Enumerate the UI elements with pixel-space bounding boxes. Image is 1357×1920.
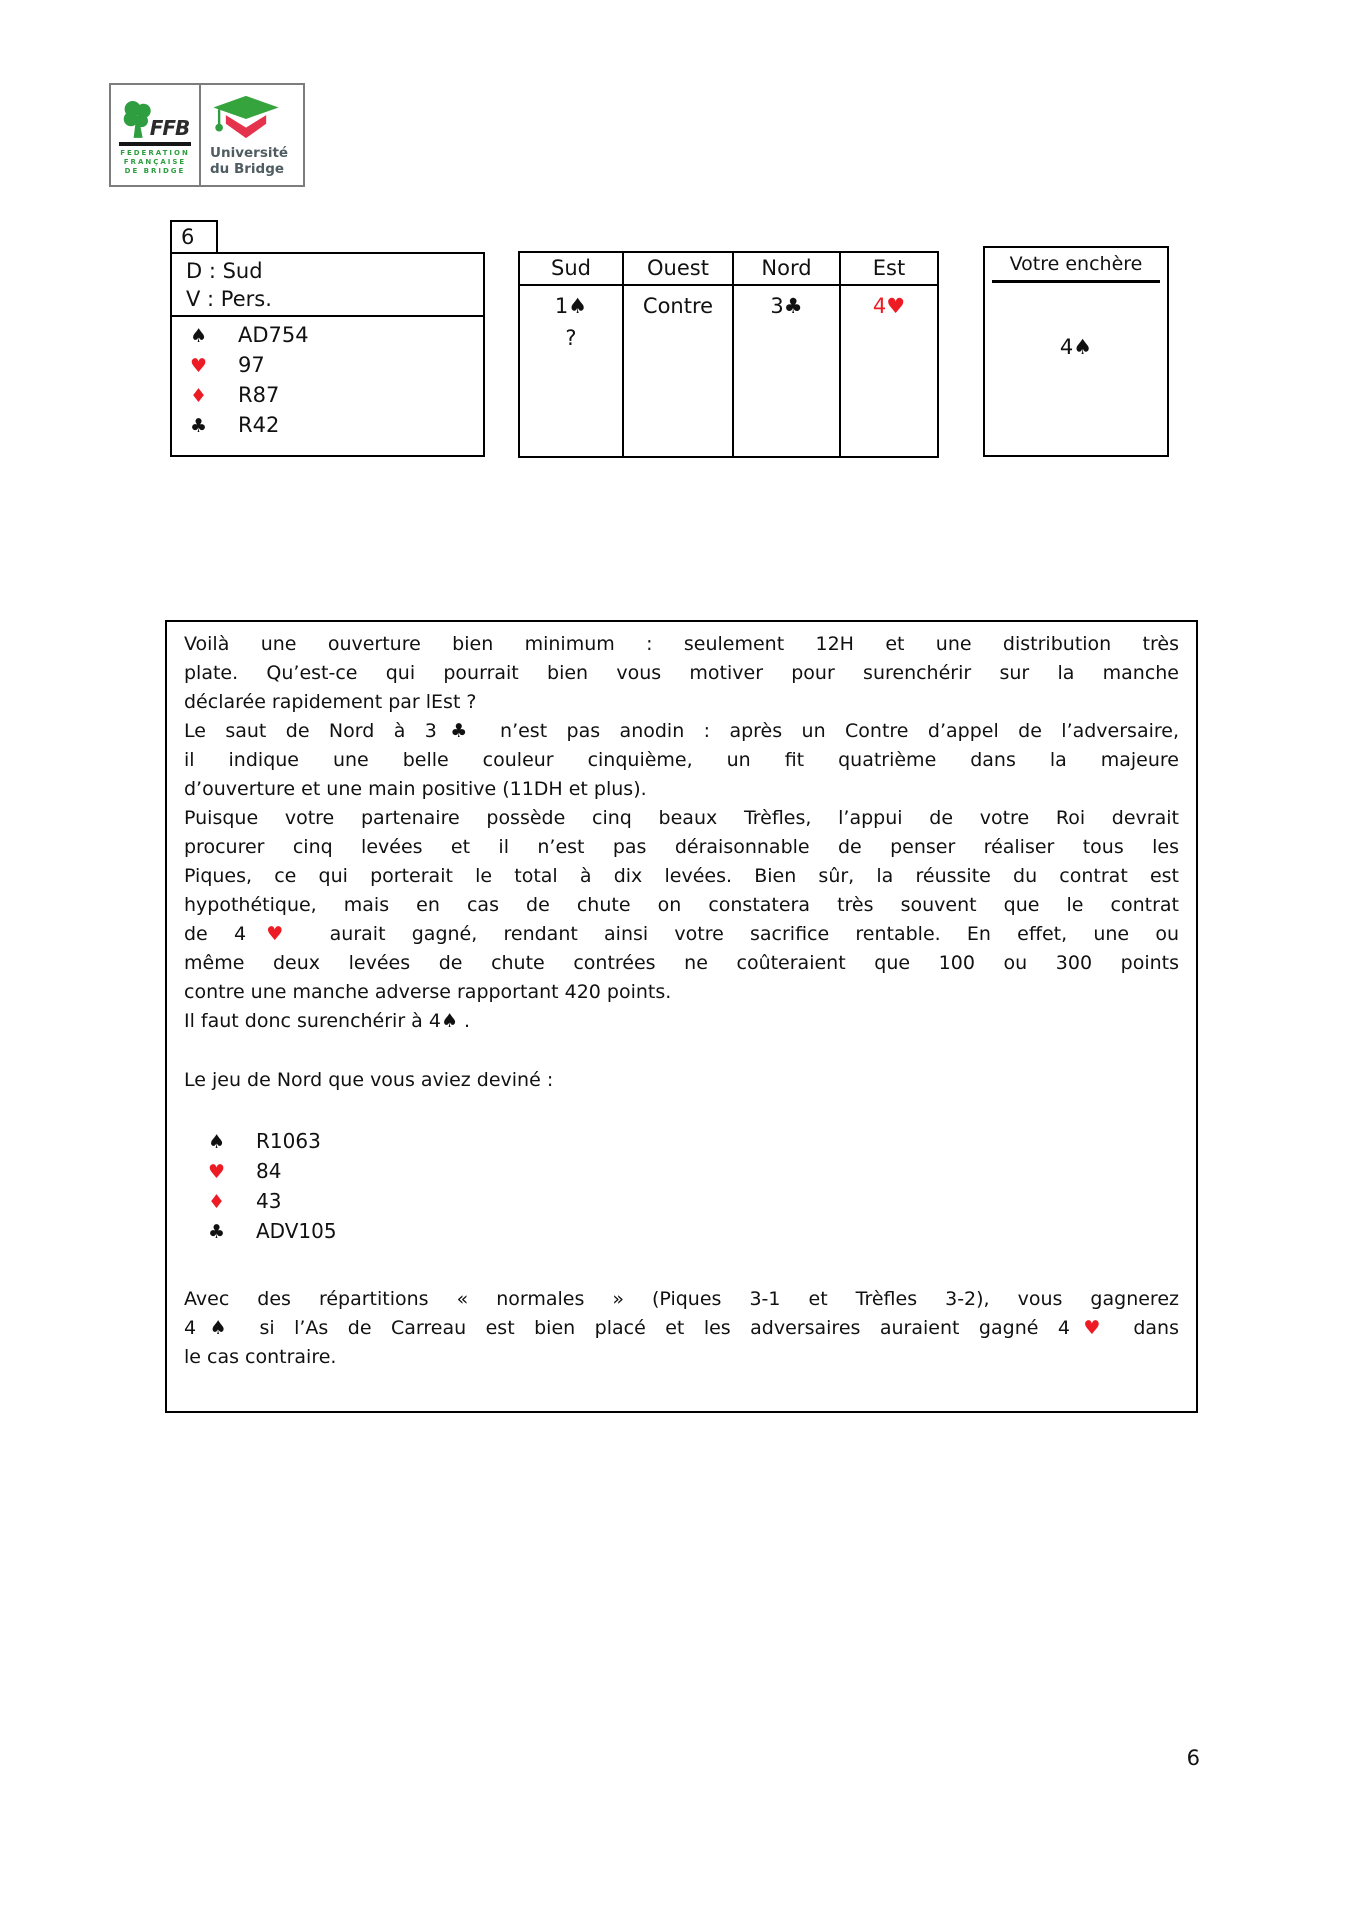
bidding-table <box>518 251 939 458</box>
text-line: le cas contraire. <box>184 1346 337 1368</box>
your-bid-title: Votre enchère <box>992 253 1160 283</box>
hand-row <box>190 381 483 411</box>
hand-row <box>190 321 483 351</box>
deal-number: 6 <box>181 225 195 249</box>
text-line: d’ouverture et une main positive (11DH et plus). <box>184 778 647 800</box>
vulnerability-label: V : Pers. <box>186 287 272 311</box>
spade-icon: ♠ <box>1073 335 1093 359</box>
paragraph <box>184 717 1179 804</box>
ffb-acronym: FFB <box>149 116 190 140</box>
hand-cards: 97 <box>238 353 265 377</box>
bid: 4♥ <box>872 294 906 318</box>
paragraph <box>184 804 1179 1007</box>
text-line: 4♠ si l’As de Carreau est bien placé et les adversaires auraient gagné 4♥ dans <box>184 1317 1179 1339</box>
club-icon: ♣ <box>208 1221 226 1243</box>
spade-icon: ♠ <box>190 325 208 347</box>
text-line: contre une manche adverse rapportant 420 points. <box>184 981 672 1003</box>
text-line: Puisque votre partenaire possède cinq beaux Trèfles, l’appui de votre Roi devrait <box>184 807 1179 829</box>
spade-icon: ♠ <box>568 294 588 318</box>
text-line: Il faut donc surenchérir à 4♠ . <box>184 1010 471 1032</box>
paragraph <box>184 630 1179 717</box>
text-line: plate. Qu’est-ce qui pourrait bien vous motiver pour surenchérir sur la manche <box>184 662 1179 684</box>
analysis-box <box>165 620 1198 1413</box>
bidding-column-header: Sud <box>520 253 624 284</box>
bid: Contre <box>642 294 714 318</box>
ffb-org-line: FRANÇAISE <box>123 158 187 166</box>
ffb-logo-top <box>121 96 190 140</box>
spade-icon: ♠ <box>208 1131 226 1153</box>
deal-box <box>170 252 485 457</box>
university-name-line: Université <box>210 144 289 161</box>
bid: ? <box>565 326 577 350</box>
heart-icon: ♥ <box>190 355 208 377</box>
hand-row <box>190 411 483 441</box>
heart-icon: ♥ <box>246 923 304 945</box>
hand-cards: R1063 <box>256 1129 321 1153</box>
spade-icon: ♠ <box>440 1010 459 1032</box>
bidding-cell <box>520 286 624 456</box>
dealer-label: D : Sud <box>186 259 263 283</box>
bidding-body-row <box>520 286 937 456</box>
ffb-org-line: DE BRIDGE <box>124 167 186 175</box>
hand-cards: R87 <box>238 383 280 407</box>
club-icon: ♣ <box>190 415 208 437</box>
ffb-divider-bar <box>119 142 191 146</box>
university-name <box>210 145 288 177</box>
graduation-cap-icon <box>210 94 282 142</box>
bidding-column-header: Nord <box>734 253 841 284</box>
north-hand-intro: Le jeu de Nord que vous aviez deviné : <box>184 1069 554 1091</box>
hand-cards: ADV105 <box>256 1219 337 1243</box>
spade-icon: ♠ <box>196 1317 240 1339</box>
north-hand <box>184 1127 1179 1247</box>
text-line: procurer cinq levées et il n’est pas déraisonnable de penser réaliser tous les <box>184 836 1179 858</box>
hand-row <box>190 351 483 381</box>
page-number: 6 <box>1186 1746 1200 1770</box>
your-bid-box <box>983 246 1169 457</box>
header-logos <box>109 83 305 187</box>
bidding-column-header: Ouest <box>624 253 734 284</box>
heart-icon: ♥ <box>1069 1317 1114 1339</box>
text-line: il indique une belle couleur cinquième, un fit quatrième dans la majeure <box>184 749 1179 771</box>
bidding-header-row <box>520 253 937 286</box>
closing-paragraph <box>184 1285 1179 1372</box>
deal-header <box>172 254 483 317</box>
ffb-logo <box>109 83 199 187</box>
hand-cards: 84 <box>256 1159 282 1183</box>
text-line: déclarée rapidement par lEst ? <box>184 691 477 713</box>
bidding-cell <box>624 286 734 456</box>
university-logo <box>199 83 305 187</box>
hand-row <box>208 1157 1179 1187</box>
bidding-cell <box>734 286 841 456</box>
paragraph <box>184 1007 1179 1036</box>
hand-row <box>208 1127 1179 1157</box>
south-hand <box>172 317 483 441</box>
hand-cards: R42 <box>238 413 280 437</box>
deal-number-tab <box>170 220 218 254</box>
hand-row <box>208 1217 1179 1247</box>
text-line: hypothétique, mais en cas de chute on constatera très souvent que le contrat <box>184 894 1179 916</box>
bidding-column-header: Est <box>872 256 906 280</box>
ffb-org-line: FEDERATION <box>120 149 190 157</box>
text-line: de 4♥ aurait gagné, rendant ainsi votre sacrifice rentable. En effet, une ou <box>184 923 1179 945</box>
text-line: Piques, ce qui porterait le total à dix levées. Bien sûr, la réussite du contrat est <box>184 865 1179 887</box>
text-line: Voilà une ouverture bien minimum : seulement 12H et une distribution très <box>184 633 1179 655</box>
university-name-line: du Bridge <box>210 160 285 177</box>
heart-icon: ♥ <box>208 1161 226 1183</box>
hand-cards: AD754 <box>238 323 309 347</box>
text-line: même deux levées de chute contrées ne coûteraient que 100 ou 300 points <box>184 952 1179 974</box>
heart-icon: ♥ <box>886 294 906 318</box>
text-line: Avec des répartitions « normales » (Piques 3-1 et Trèfles 3-2), vous gagnerez <box>184 1288 1179 1310</box>
your-bid-value: 4♠ <box>1059 335 1093 359</box>
bid: 1♠ <box>554 294 588 318</box>
club-icon: ♣ <box>436 720 481 742</box>
ffb-org-name <box>120 149 190 176</box>
bidding-cell <box>841 286 937 456</box>
hand-cards: 43 <box>256 1189 282 1213</box>
hand-row <box>208 1187 1179 1217</box>
club-icon: ♣ <box>783 294 803 318</box>
analysis-paragraphs <box>184 630 1179 1036</box>
bid: 3♣ <box>770 294 803 318</box>
diamond-icon: ♦ <box>190 385 208 407</box>
diamond-icon: ♦ <box>208 1191 226 1213</box>
text-line: Le saut de Nord à 3♣ n’est pas anodin : après un Contre d’appel de l’adversaire, <box>184 720 1179 742</box>
